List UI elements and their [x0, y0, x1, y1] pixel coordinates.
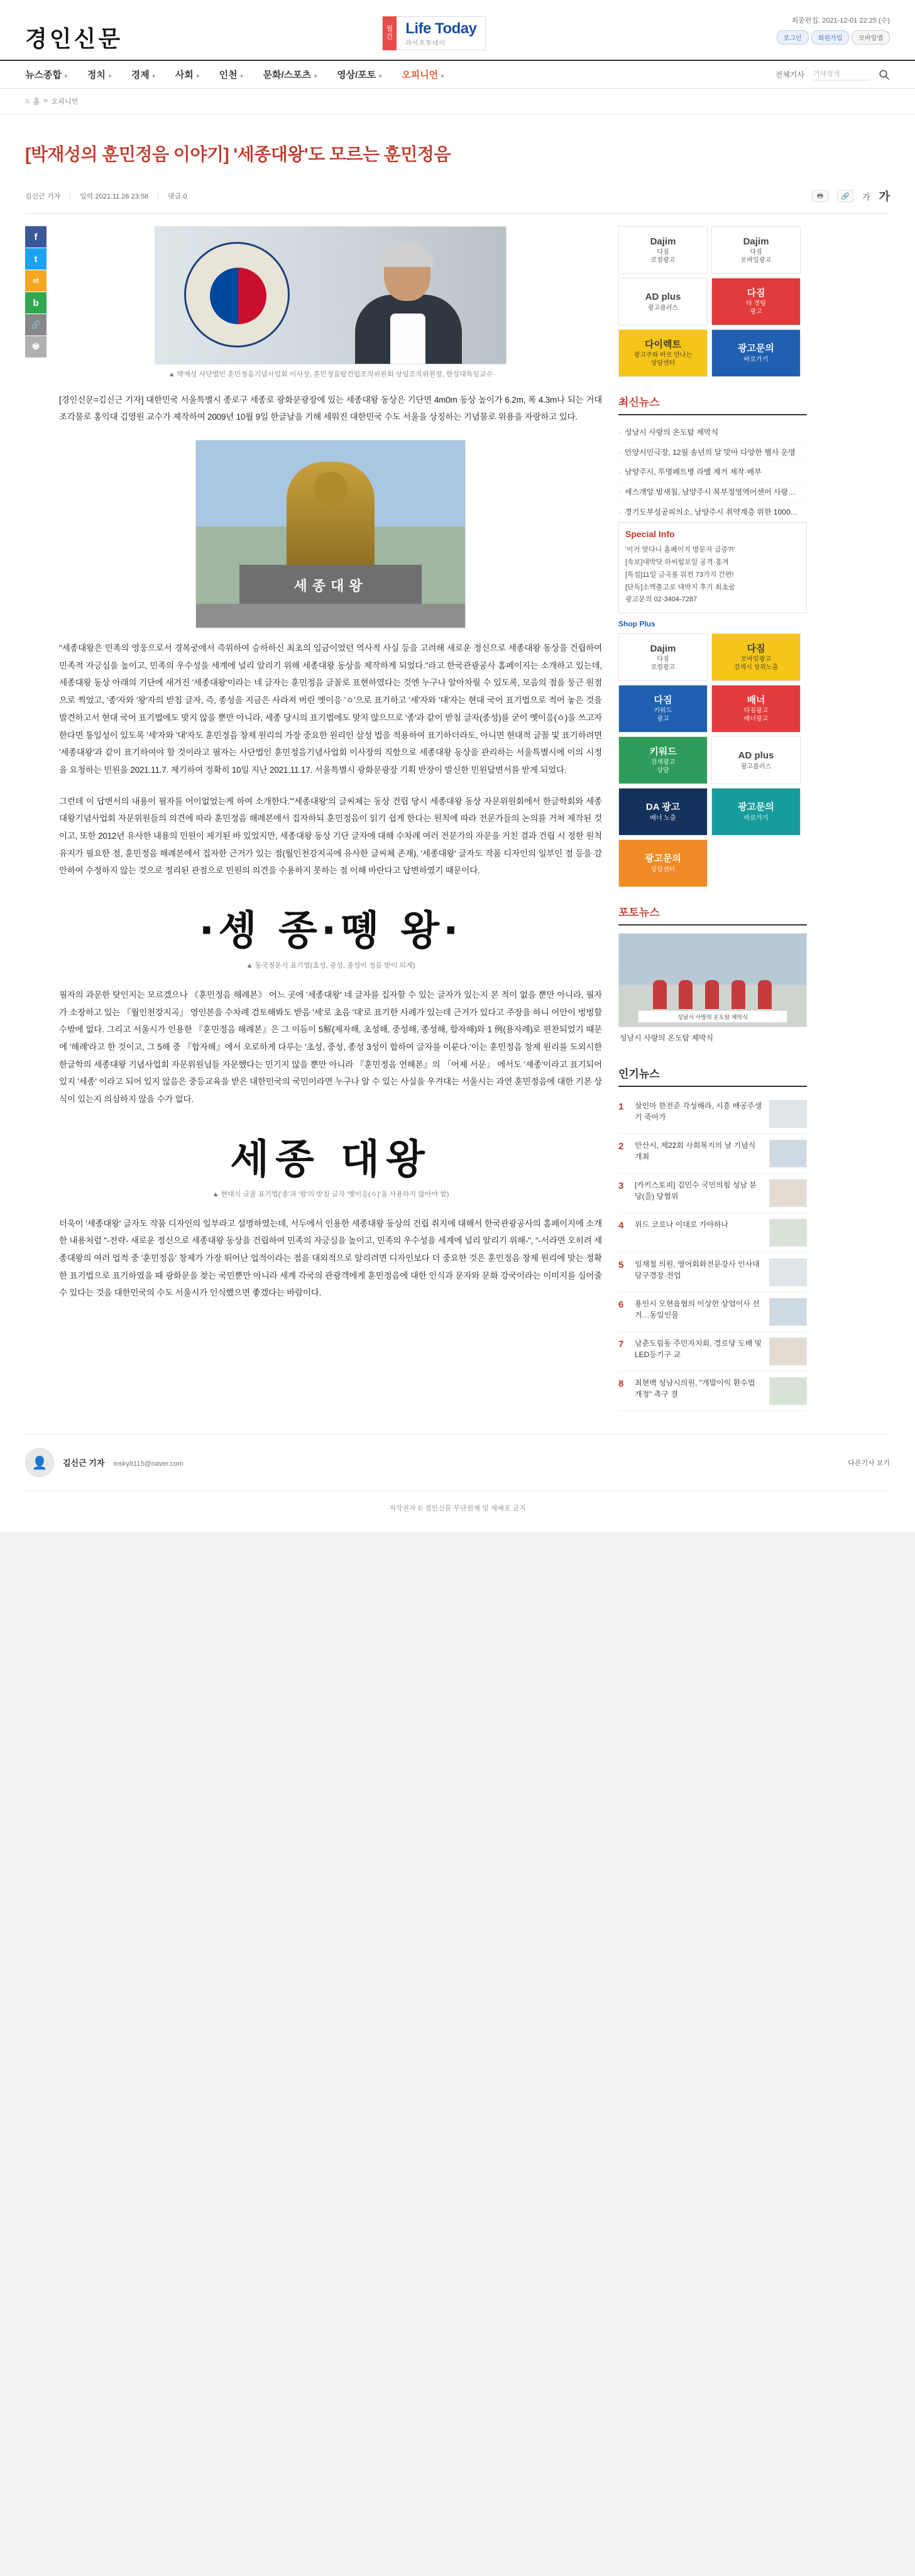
list-item[interactable]: [단독]소액출고로 대박지 후기 최초굴: [625, 583, 735, 591]
top-bar: [0, 0, 915, 60]
nav-item-incheon[interactable]: [219, 68, 244, 81]
ad-line1: 바로가기: [743, 356, 769, 363]
banner-left-line2: 간: [386, 33, 393, 41]
reporter-email[interactable]: insky8115@naver.com: [113, 1460, 184, 1468]
photo-news-item[interactable]: [618, 933, 807, 1049]
rank-title: 남춘도림동 주민자치회, 경로당 도배 및 LED등기구 교: [635, 1339, 762, 1360]
byline-published: 입력 2021.11.26 23:58: [80, 193, 149, 201]
special-info-title: Special Info: [625, 529, 675, 540]
ad-title: 다짐: [654, 694, 672, 706]
ad-title: DA 광고: [645, 802, 681, 813]
rank-thumbnail: [769, 1140, 807, 1167]
rank-thumbnail: [769, 1377, 807, 1405]
search-icon[interactable]: [879, 69, 890, 80]
byline-comments[interactable]: 댓글 0: [168, 193, 187, 201]
nav-item-list: [25, 68, 775, 81]
list-item[interactable]: · 경기도부성공피의소, 남양주시 취약계층 위한 1000…: [618, 503, 807, 523]
statue-photo-image: [195, 440, 466, 628]
ad-line1: 상담센터: [650, 866, 676, 873]
rank-title: 위드 코로나 이대로 가야하나: [635, 1220, 729, 1230]
chevron-down-icon: ▼: [151, 74, 156, 79]
ad-dajim-local[interactable]: [618, 226, 708, 274]
rank-number: 7: [618, 1339, 624, 1350]
ad-line2: 상담센터: [650, 360, 676, 368]
statue-plaque-text: 세종대왕: [293, 578, 368, 594]
font-decrease-button[interactable]: 가: [862, 192, 870, 202]
ad-inquiry-2[interactable]: [711, 788, 801, 836]
rank-title: 최현백 성남시의원, "개발이익 환수법 개정" 촉구 결: [635, 1378, 755, 1399]
article-paragraph-2: "세종대왕은 민족의 영웅으로서 경복궁에서 즉위하여 승하하신 최초의 임금이었던 역사적 사실 등을 고려해 새로운 정신으로 세종대왕 동상을 건립하여 민족적 자긍심을 높이고, 민족의 우수성을 세계에 널리 알리기 위해 세종대왕 동상을 제작하게 되었다."라고 한국관광공사 홈페이지는 소개하고 있는데, 세종대왕 동상 아래의 기단에 새겨진 '세종대왕'이라는 네 글자는 훈민정음 글꼴로 표현하였다는 것엔 누구나 알아차릴 수 있도록, 모음의 점을 둥근 원점으로 찍었고, '종'자와 '왕'자의 받침 글자, 즉, 종성을 지금은 사라져 버린 옛이응 'ㆁ'으로 표기하고 '세'자와 '대'자는 현대 국어 표기법으로 적어 놓은 것을 발견하고서 현대 국어 표기법에도 맞지 않을 뿐만 아니라, 세종 당시의 표기법에도 맞지 않으므로 '종'과 같이 받침 글자(종성)를 굳이 옛이응(ㆁ)을 쓰고자 한다면 통일성이 있도록 '세'자와 '대'자도 훈민정음 창제 원리의 가장 중요한 원리인 삼성 법을 적용하여 표기하더라도, 아니면 현대적 글꼴 및 표기하려면 '세종대왕'과 같이 표기하여야 할 것이라고 필자는 사단법인 훈민정음기념사업회 이사장의 직함으로 세종대왕 동상을 관리하는 서울특별시에 이의 시정을 요청하는 민원을 2021.11.7. 제기하여 정확히 10일 지난 2021.11.17. 서울특별시 광화문광장 기획 반장이 발신한 민원답변서를 받게 되었다.: [59, 643, 602, 775]
ad-title: 광고문의: [738, 802, 774, 813]
ad-line1: 광고플러스: [740, 763, 772, 770]
avatar: 👤: [25, 1448, 54, 1477]
latest-news-list: [618, 423, 807, 522]
ad-direct[interactable]: [618, 329, 708, 377]
kakaostory-icon[interactable]: st: [25, 270, 47, 292]
byline-reporter[interactable]: 김신근 기자: [25, 193, 61, 201]
ad-grid-top: [618, 226, 807, 377]
list-item[interactable]: · 성남시 사랑의 온도탑 제막식: [618, 423, 807, 443]
chevron-down-icon: ▼: [378, 74, 383, 79]
nav-label: 영상/포토: [337, 70, 376, 80]
figure-caption: ▲ 박재성 사단법인 훈민정음기념사업회 이사장, 훈민정음탑건립조직위원회 상임조직위원장, 한성대특임교수: [168, 371, 493, 379]
nav-item-news[interactable]: [25, 68, 68, 81]
list-item[interactable]: [618, 1372, 807, 1411]
ad-dajim-local-2[interactable]: [618, 633, 708, 681]
banner-left-line1: 월: [386, 25, 393, 33]
facebook-icon[interactable]: f: [25, 226, 47, 248]
ad-line1: 바로가기: [743, 814, 769, 822]
nav-label: 인천: [219, 70, 238, 80]
ad-adplus-2[interactable]: [711, 736, 801, 784]
calligraphy-image-1: ·솅 종·똉 왕·: [199, 907, 463, 954]
ad-line2: 광고: [657, 716, 669, 723]
chevron-down-icon: ▼: [239, 74, 244, 79]
list-item[interactable]: [618, 1213, 807, 1253]
latest-news-title: 최신뉴스: [618, 393, 807, 415]
rank-number: 2: [618, 1141, 624, 1152]
person-figure: [705, 980, 719, 1009]
ad-line2: 광고: [750, 308, 762, 316]
ad-title: 다짐: [747, 643, 765, 654]
banner-monthly-tag: [383, 16, 397, 50]
list-item[interactable]: 광고문의 02-3404-7287: [625, 596, 698, 604]
nav-item-economy[interactable]: [131, 68, 156, 81]
calligraphy-caption-1: ▲ 동국정운식 표기법(초성, 중성, 종성이 정음 받이 되게): [246, 961, 415, 969]
ad-title: 키워드: [649, 746, 677, 757]
photo-news-banner-text: 성남시 사랑의 온도탑 제막식: [638, 1010, 787, 1023]
page-title: [박재성의 훈민정음 이야기] '세종대왕'도 모르는 훈민정음: [25, 144, 451, 164]
ad-line1: 다짐: [750, 248, 762, 256]
byline-row: [25, 178, 890, 214]
rank-thumbnail: [769, 1100, 807, 1128]
portrait-shirt: [390, 314, 425, 364]
content-layout: [0, 214, 915, 1411]
rank-thumbnail: [769, 1298, 807, 1326]
ad-banner[interactable]: [711, 685, 801, 733]
ad-mobile-search[interactable]: [711, 633, 801, 681]
ad-targeting[interactable]: [711, 278, 801, 325]
rank-title: 임재철 의원, 영어회화전문강사 인사대담구경장·전업: [635, 1260, 760, 1280]
rank-number: 5: [618, 1260, 624, 1271]
ad-line2: 상담: [657, 767, 669, 775]
copyright-notice: 저작권자 © 경인신문 무단전재 및 재배포 금지: [25, 1491, 890, 1532]
photo-news-image: [618, 933, 807, 1027]
ad-line1: 다짐광고: [743, 707, 769, 714]
byline-separator: |: [69, 192, 72, 200]
twitter-icon[interactable]: t: [25, 248, 47, 270]
ad-line2: 모바일광고: [740, 257, 772, 265]
person-figure: [731, 980, 745, 1009]
article-body: [53, 214, 618, 1411]
ad-line1: 다짐: [657, 655, 669, 663]
nav-item-society[interactable]: [175, 68, 200, 81]
list-item[interactable]: [특집]11일 금곡롤 워컨 73가지 간편!: [625, 570, 734, 579]
chevron-down-icon: ▼: [195, 74, 200, 79]
rank-thumbnail: [769, 1219, 807, 1247]
photo-ground: [196, 604, 465, 628]
sejong-statue-shape: [287, 462, 375, 575]
site-logo[interactable]: 경인신문: [25, 26, 123, 52]
breadcrumb: [0, 89, 915, 114]
article-tools: [812, 188, 890, 204]
nav-label: 문화/스포츠: [263, 70, 312, 80]
rank-number: 3: [618, 1181, 624, 1192]
ad-title: AD plus: [738, 750, 774, 761]
ad-title: 배너: [747, 694, 765, 706]
ad-dajim-mobile[interactable]: [711, 226, 801, 274]
rank-title: 안산시, 제22회 사회복지의 날 기념식 개최: [635, 1141, 756, 1162]
special-info-box: [618, 522, 807, 613]
life-today-banner[interactable]: [382, 16, 486, 50]
signup-button[interactable]: 회원가입: [811, 30, 850, 45]
nav-label: 경제: [131, 70, 150, 80]
banner-main: [397, 20, 485, 47]
ad-line1: 키워드: [654, 707, 672, 714]
home-icon[interactable]: ⌂: [25, 97, 30, 105]
ad-line1: 모바일광고: [740, 655, 772, 663]
calligraphy-image-2: 세종 대왕: [230, 1135, 431, 1183]
top-right-area: [745, 11, 890, 45]
nav-item-video-photo[interactable]: [337, 68, 383, 81]
copy-url-icon[interactable]: 🔗: [25, 314, 47, 336]
ad-title: 광고문의: [645, 853, 681, 865]
ad-line2: 로컬광고: [650, 664, 676, 672]
ad-title: 다이렉트: [645, 339, 681, 350]
author-portrait: [349, 241, 468, 364]
portrait-hair: [380, 242, 434, 267]
ad-line2: 검색시 상위노출: [733, 664, 779, 672]
nav-right-area: [775, 68, 890, 80]
ad-line1: 검색광고: [650, 758, 676, 766]
reporter-footer: [25, 1434, 890, 1491]
chevron-down-icon: ▼: [107, 74, 112, 79]
nav-label: 사회: [175, 70, 194, 80]
ad-title: AD plus: [645, 292, 681, 303]
all-news-link[interactable]: 전체기사: [775, 70, 804, 79]
nav-item-politics[interactable]: [87, 68, 112, 81]
nav-item-culture-sports[interactable]: [263, 68, 319, 81]
ad-line1: 타 겟팅: [746, 300, 766, 307]
ad-grid-bottom: [618, 633, 807, 887]
ad-line2: 배너광고: [743, 716, 769, 723]
ad-inquiry[interactable]: [711, 329, 801, 377]
rank-title: 살인마 한전준 각성해라, 시흥 배공주생기 죽어가: [635, 1101, 762, 1122]
breadcrumb-separator: >: [43, 97, 48, 105]
rank-title: 용인시 모현읍협의 이상한 상업이사 선거…동일인물: [635, 1299, 760, 1320]
article-header: [0, 114, 915, 166]
shopplus-title: Shop Plus: [618, 619, 655, 629]
list-item[interactable]: [618, 1332, 807, 1372]
chevron-down-icon: ▼: [440, 74, 446, 79]
rank-thumbnail: [769, 1258, 807, 1286]
list-item[interactable]: [속보]대박닷 하씨힘보일 공격·홍겨: [625, 559, 729, 567]
font-increase-button[interactable]: 가: [879, 190, 890, 204]
figure-statue-photo: [59, 440, 602, 628]
rank-thumbnail: [769, 1338, 807, 1365]
ad-title: 광고문의: [738, 343, 774, 354]
ad-keyword[interactable]: [618, 685, 708, 733]
sidebar: [618, 214, 807, 1411]
print-share-icon[interactable]: 🖶: [25, 336, 47, 357]
print-icon[interactable]: 🖶: [812, 190, 828, 202]
ad-title: Dajim: [743, 236, 769, 247]
login-button[interactable]: 로그인: [777, 30, 809, 45]
rank-thumbnail: [769, 1179, 807, 1207]
byline-separator: |: [157, 192, 160, 200]
ad-da[interactable]: [618, 788, 708, 836]
list-item[interactable]: · 안양시민극장, 12월 송년의 달 맞아 다양한 행사 운영: [618, 443, 807, 463]
link-icon[interactable]: 🔗: [837, 190, 853, 202]
chevron-down-icon: ▼: [313, 74, 319, 79]
list-item[interactable]: [618, 1094, 807, 1134]
calligraphy-caption-2: ▲ 현대식 글꼴 표기법('종'과 '왕'의 받침 글자 '옛이응(ㆁ)'을 사용하지 않아야 함): [212, 1190, 449, 1198]
article-paragraph-4: 필자의 과문한 탓인지는 모르겠으나 《훈민정음 해례본》 어느 곳에 '세종대왕' 네 글자를 집자할 수 있는 글자가 있는지 본 적이 없을 뿐만 아니라, 필자가 소장하고 있는 『월인천강지곡』 영인본을 수차례 검토해봐도 받음 '세'로 초음 '대'로 표기한 사례가 있는데 근거가 있다고 주장을 하니 어안이 벙벙할 수밖에 없다. 그리고 서울시가 인용한 『훈민정음 해례본』은 그 이듬이 5解(제자해, 초성해, 중성해, 종성해, 합자해)와 1 例(용자례)로 편찬되었기 때문에 '해례'라고 한 것이고, 그 5해 중 『합자해』에서 오로하게 다루는 '초성, 중성, 종성 3성이 합하여 글자를 이룬다.'이는 훈민정음 창제 원리를 도외시한 한글학의 세종대왕 기념사업회 자문위원님들 자문했다는 민기지 않을 뿐만 아니라 『훈민정음 언해본』의 「어제 서문」 에서도 '셰종'이라고 표기되어 있지 '세종' 이라고 되어 있지 않음은 중등교육을 받은 대한민국의 국민이라면 누구나 알 수 있는 사실을 우겨대는 서울시는 과연 훈민정음에 대한 기본 상식이 있는지 의심하지 않을 수가 없다.: [59, 990, 602, 1104]
banner-subtitle: 라이프투데이: [405, 40, 446, 47]
banner-title: Life Today: [405, 19, 477, 37]
popular-news-list: [618, 1094, 807, 1411]
article-paragraph-5: 더욱이 '세종대왕' 글자도 작품 디자인의 일부라고 설명하였는데, 서두에서 인용한 세종대왕 동상의 건립 취지에 대해서 한국관광공사의 홈페이지에 소개한 내용처럼 "-전략- 새로운 정신으로 세종대왕 동상을 건립하여 민족의 자긍심을 높이고, 민족의 우수성을 세계에 널리 알리기 위해-", "-서라면 오히려 세종대왕의 여러 업적 중 '훈민정음' 창제가 가장 뛰어난 업적이라는 점을 대외적으로 알리려면 디자인보다 더 중요한 것은 훈민정음 창제 원리에 맞는 정확한 표기법으로 표기하였을 때 광화문을 찾는 국민뿐만 아니라 세계 각국의 관광객에게 훈민정음에 대한 인식과 문자와 문화 강국이라는 이미지를 심어줄 수 있다는 것을 대한민국의 수도 서울시가 인식했으면 좋겠다는 바람이다.: [59, 1218, 602, 1298]
list-item[interactable]: '이거 맞다니 홈페이지 방문자 급증?!': [625, 546, 735, 554]
person-figure: [679, 980, 693, 1009]
rank-title: [카키스토피] 김민수 국민의힘 성남 분당(을) 당협위: [635, 1181, 757, 1201]
mobile-app-button[interactable]: 모바일앱: [852, 30, 890, 45]
article-paragraph-3: 그런데 이 답변서의 내용이 필자를 어이없었는게 하여 소개한다."'세종대왕'의 글씨체는 동상 건립 당시 세종대왕 동상 자문위원회에서 한글학회와 세종대왕기념사업회 자문위원들의 의견에 따라 훈민정음 해례본에서 집자하되 훈민정음이 읽기 쉽게 한다는 원칙에 따라 전문가들의 논의를 거쳐 제작된 것이고, 또한 2012년 유사한 내용의 민원이 제기된 바 있었지만, 세종대왕 동상 기단 글자에 대해 수차례 여러 전문가의 자문을 거친 결과 건립 시 정한 원칙 유지가 필요한 점, 훈민정음 해례본에서 집자한 근거가 있는 점(월인천강지곡에 유사한 글씨체 존재), '세종대왕' 글자도 작품 디자인의 일부인 점 등을 감안하여 수정하지 않는 것으로 정리된 관점으로 민원의 의견을 수용하지 못하는 점 이해 바란다고 답변하였기 때문이다.: [59, 796, 602, 876]
nav-label: 뉴스종합: [25, 70, 62, 80]
list-item[interactable]: [618, 1292, 807, 1332]
list-item[interactable]: · 세스개앙 밤새침, 남양주시 복부정영역어센어 사랑…: [618, 483, 807, 503]
list-item[interactable]: [618, 1174, 807, 1213]
popular-news-title: 인기뉴스: [618, 1065, 807, 1087]
band-icon[interactable]: b: [25, 292, 47, 314]
main-navigation: [0, 60, 915, 89]
ad-line1: 다짐: [657, 248, 669, 256]
reporter-info: [63, 1456, 184, 1469]
nav-label: 오피니언: [402, 70, 439, 80]
ad-adplus[interactable]: [618, 278, 708, 325]
taegeuk-emblem-icon: [184, 242, 290, 347]
rank-number: 6: [618, 1299, 624, 1311]
last-edited-time: 최종편집. 2021-12-01 22:25 (수): [791, 17, 890, 25]
list-item[interactable]: · 남양주시, 투명페트병 라벨 제거 제작·배부: [618, 462, 807, 483]
person-figure: [653, 980, 667, 1009]
ad-line1: 광고플러스: [647, 304, 679, 312]
breadcrumb-home[interactable]: 홈: [33, 98, 40, 106]
ad-line1: 배너 노출: [650, 814, 676, 822]
list-item[interactable]: [618, 1253, 807, 1292]
special-info-list: [625, 544, 800, 606]
article-paragraph-lead: [경인신문=김신근 기자] 대한민국 서울특별시 종로구 세종로 광화문광장에 있는 세종대왕 동상은 기단면 4m0m 동상 높이가 6.2m, 폭 4.3m나 되는 거대 조각물로 홍익대 김영원 교수가 제작하여 2009년 10월 9일 한글날을 기해 세워진 대한민국 수도 서울을 상징하는 기념물로 위용을 자랑하고 있다.: [59, 395, 602, 422]
ad-line2: 로컬광고: [650, 257, 676, 265]
ad-title: 다짐: [747, 287, 765, 298]
nav-label: 정치: [87, 70, 106, 80]
ad-keyword-search[interactable]: [618, 736, 708, 784]
nav-item-opinion[interactable]: [402, 68, 445, 81]
person-figure: [758, 980, 772, 1009]
top-button-group: [745, 30, 890, 45]
rank-number: 4: [618, 1220, 624, 1231]
more-articles-link[interactable]: 다른기사 보기: [848, 1460, 890, 1468]
top-banner-area: [123, 11, 745, 50]
chevron-down-icon: ▼: [63, 74, 68, 79]
ad-title: Dajim: [650, 643, 676, 654]
author-photo-image: [155, 226, 507, 364]
breadcrumb-current[interactable]: 오피니언: [51, 98, 79, 106]
sns-share-rail: [25, 214, 53, 1411]
figure-author-photo: [59, 226, 602, 380]
list-item[interactable]: [618, 1134, 807, 1174]
ad-title: Dajim: [650, 236, 676, 247]
ad-line1: 광고주와 바로 만나는: [633, 351, 693, 359]
photo-news-title: 포토뉴스: [618, 903, 807, 925]
photo-news-caption: 성남시 사랑의 온도탑 제막식: [620, 1034, 714, 1043]
reporter-name[interactable]: 김신근 기자: [63, 1458, 105, 1468]
rank-number: 1: [618, 1101, 624, 1113]
ad-inquiry-3[interactable]: [618, 839, 708, 887]
search-input[interactable]: 기사검색: [813, 68, 870, 80]
rank-number: 8: [618, 1378, 624, 1390]
